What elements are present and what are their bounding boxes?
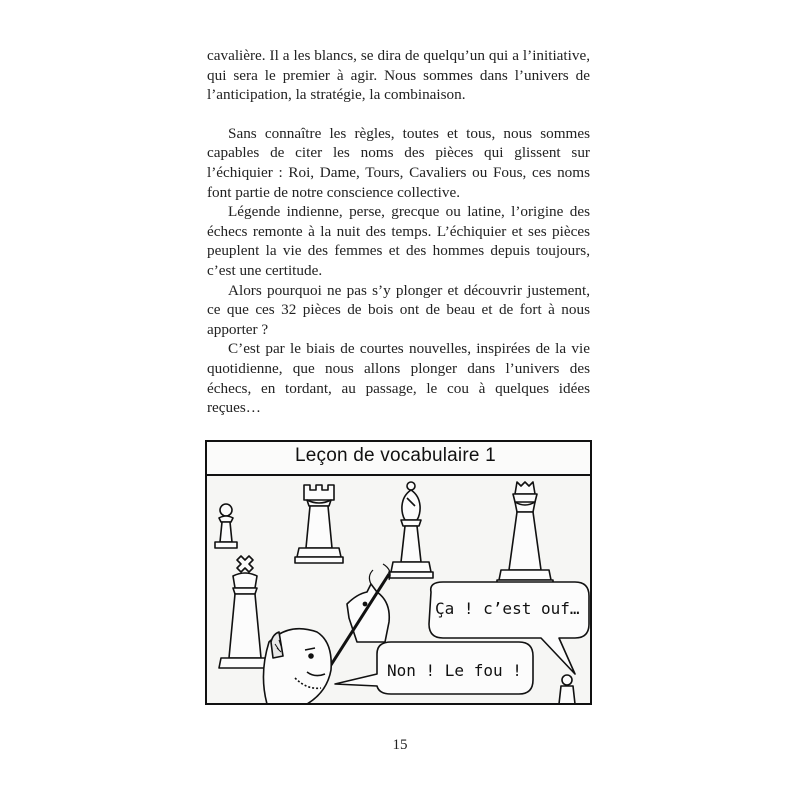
queen-drawing xyxy=(497,482,553,588)
paragraph-2: Sans connaître les règles, toutes et tous, nous sommes capables de citer les noms des pièces qui glissent sur l’échiquier : Roi, Dame, Tours, Cavaliers ou Fous, ces noms font partie de notre conscience collective. xyxy=(207,124,590,201)
speech-bubble-1-text: Ça ! c’est ouf… xyxy=(435,599,580,618)
man-drawing xyxy=(263,629,331,704)
rook-drawing xyxy=(295,485,343,563)
paragraph-3: Légende indienne, perse, grecque ou latine, l’origine des échecs remonte à la nuit des temps. L’échiquier et ses pièces peuplent la vie des femmes et des hommes depuis toujours, c’est une certitude. xyxy=(207,203,590,279)
paragraph-4: Alors pourquoi ne pas s’y plonger et découvrir justement, ce que ces 32 pièces de bois ont de beau et de fort à nous apporter ? xyxy=(207,281,590,338)
body-text xyxy=(207,46,590,418)
comic-panel xyxy=(205,440,592,705)
speech-bubble-2-text: Non ! Le fou ! xyxy=(387,661,522,680)
bishop-drawing xyxy=(389,482,433,578)
pawn-drawing xyxy=(215,504,237,548)
king-drawing xyxy=(219,556,271,668)
paragraph-5: C’est par le biais de courtes nouvelles, inspirées de la vie quotidienne, que nous allons plonger dans l’univers des échecs, en tordant, au passage, le cou à quelques idées reçues… xyxy=(207,340,590,417)
knight-drawing xyxy=(347,584,389,642)
pawn-right-drawing xyxy=(559,675,575,704)
page-number: 15 xyxy=(392,737,408,753)
comic-title: Leçon de vocabulaire 1 xyxy=(295,445,496,466)
paragraph-1: cavalière. Il a les blancs, se dira de quelqu’un qui a l’initiative, qui sera le premier à agir. Nous sommes dans l’univers de l’anticipation, la stratégie, la combinaison. xyxy=(207,47,590,104)
